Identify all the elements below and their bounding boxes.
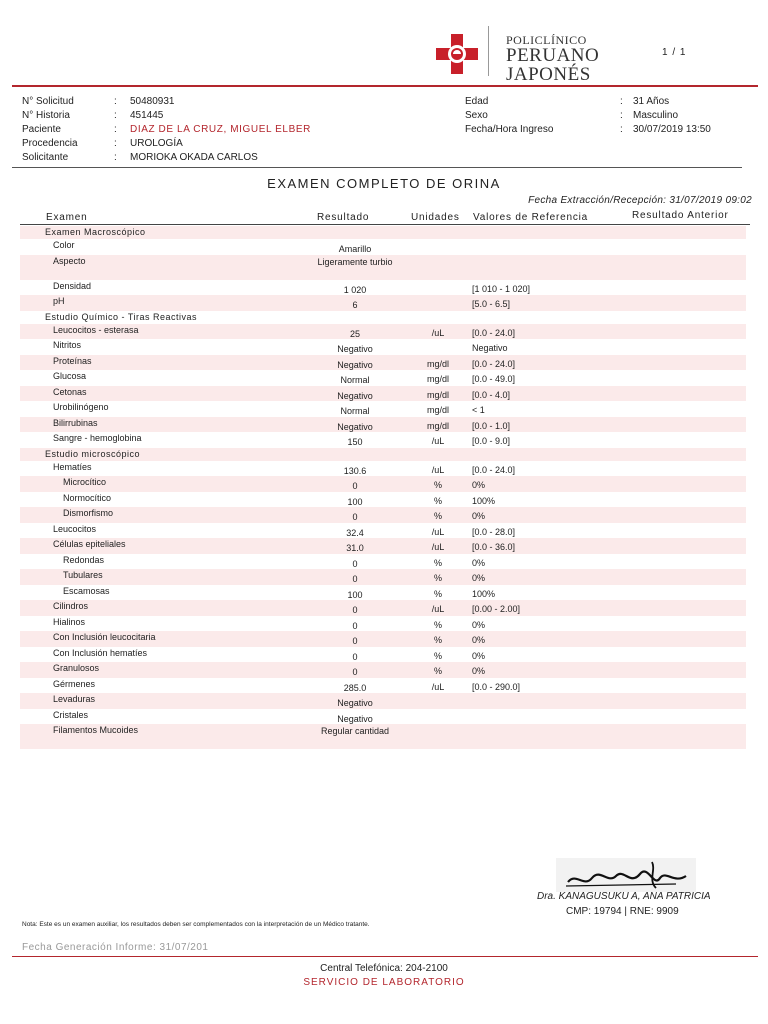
exam-name: Densidad bbox=[53, 280, 92, 291]
header-divider bbox=[12, 85, 758, 87]
exam-result: Negativo bbox=[337, 421, 373, 432]
exam-result: 100 bbox=[347, 589, 363, 600]
exam-name: Proteínas bbox=[53, 355, 92, 366]
exam-unit: mg/dl bbox=[426, 420, 449, 431]
section-row bbox=[20, 311, 746, 324]
exam-unit: /uL bbox=[431, 604, 445, 614]
table-row bbox=[20, 386, 746, 402]
table-row bbox=[20, 554, 746, 570]
exam-unit: % bbox=[433, 557, 442, 568]
exam-unit: mg/dl bbox=[426, 374, 449, 384]
exam-reference: 0% bbox=[472, 650, 486, 661]
exam-reference: [5.0 - 6.5] bbox=[472, 299, 511, 309]
exam-name: Color bbox=[53, 240, 75, 250]
exam-name: Redondas bbox=[63, 554, 105, 565]
exam-name: Leucocitos bbox=[53, 523, 97, 534]
historia-label: N° Historia bbox=[22, 110, 70, 121]
header-unidades: Unidades bbox=[411, 212, 460, 223]
table-row bbox=[20, 724, 746, 749]
edad-value: 31 Años bbox=[633, 96, 670, 107]
procedencia-value: UROLOGÍA bbox=[130, 138, 183, 149]
sexo-label: Sexo bbox=[465, 110, 488, 121]
exam-result: Ligeramente turbio bbox=[317, 256, 393, 267]
table-row bbox=[20, 339, 746, 355]
brand-line-2: PERUANO bbox=[506, 45, 600, 66]
colon: : bbox=[620, 110, 623, 121]
exam-name: pH bbox=[53, 296, 65, 306]
exam-reference: [0.0 - 290.0] bbox=[472, 681, 521, 692]
exam-unit: /uL bbox=[431, 681, 445, 692]
exam-name: Filamentos Mucoides bbox=[53, 725, 139, 735]
exam-result: 0 bbox=[352, 667, 358, 677]
exam-name: Bilirrubinas bbox=[53, 417, 98, 428]
colon: : bbox=[114, 96, 117, 107]
exam-unit: % bbox=[433, 635, 442, 645]
exam-result: 0 bbox=[352, 620, 358, 631]
exam-result: 0 bbox=[352, 574, 358, 584]
header-anterior: Resultado Anterior bbox=[632, 210, 729, 221]
exam-result: 0 bbox=[352, 558, 358, 569]
exam-name: Leucocitos - esterasa bbox=[53, 324, 139, 335]
table-row bbox=[20, 401, 746, 417]
exam-result: Negativo bbox=[337, 344, 373, 354]
solicitante-label: Solicitante bbox=[22, 152, 69, 163]
exam-result: 25 bbox=[349, 328, 360, 339]
table-row bbox=[20, 616, 746, 632]
header-valores: Valores de Referencia bbox=[473, 212, 589, 223]
info-divider bbox=[12, 167, 742, 168]
exam-unit: mg/dl bbox=[426, 389, 449, 400]
exam-name: Estudio Químico - Tiras Reactivas bbox=[45, 311, 198, 322]
table-row bbox=[20, 678, 746, 694]
clinic-logo-icon bbox=[436, 34, 478, 74]
exam-reference: 0% bbox=[472, 557, 486, 568]
exam-reference: [0.0 - 49.0] bbox=[472, 374, 516, 384]
exam-result: Negativo bbox=[337, 713, 373, 724]
exam-reference: [0.0 - 4.0] bbox=[472, 389, 511, 400]
sexo-value: Masculino bbox=[633, 110, 679, 121]
exam-name: Hematíes bbox=[53, 461, 92, 472]
exam-result: 1 020 bbox=[343, 284, 367, 295]
exam-result: Amarillo bbox=[338, 244, 372, 254]
exam-reference: < 1 bbox=[472, 405, 485, 415]
table-row bbox=[20, 507, 746, 523]
table-row bbox=[20, 355, 746, 371]
fecha-label: Fecha/Hora Ingreso bbox=[465, 124, 554, 135]
table-row bbox=[20, 239, 746, 255]
table-row bbox=[20, 255, 746, 280]
exam-result: 32.4 bbox=[346, 527, 364, 538]
table-row bbox=[20, 461, 746, 477]
exam-reference: [0.00 - 2.00] bbox=[472, 604, 521, 614]
exam-result: 0 bbox=[352, 512, 358, 522]
exam-result: 130.6 bbox=[343, 465, 367, 476]
exam-reference: 0% bbox=[472, 666, 486, 676]
report-title: EXAMEN COMPLETO DE ORINA bbox=[267, 176, 501, 191]
brand-name bbox=[506, 34, 599, 84]
doctor-name: Dra. KANAGUSUKU A, ANA PATRICIA bbox=[537, 891, 711, 902]
section-row bbox=[20, 448, 746, 461]
exam-unit: /uL bbox=[431, 464, 445, 475]
exam-reference: 100% bbox=[472, 588, 496, 599]
fecha-value: 30/07/2019 13:50 bbox=[633, 124, 711, 135]
table-row bbox=[20, 631, 746, 647]
exam-unit: % bbox=[433, 650, 442, 661]
table-row bbox=[20, 492, 746, 508]
table-row bbox=[20, 523, 746, 539]
exam-unit: % bbox=[433, 511, 442, 521]
exam-name: Cristales bbox=[53, 709, 89, 720]
exam-result: 0 bbox=[352, 651, 358, 662]
exam-reference: [0.0 - 28.0] bbox=[472, 526, 516, 537]
exam-reference: [0.0 - 24.0] bbox=[472, 327, 516, 338]
generation-date: Fecha Generación Informe: 31/07/201 bbox=[22, 942, 209, 953]
edad-label: Edad bbox=[465, 96, 489, 107]
exam-reference: 0% bbox=[472, 511, 486, 521]
exam-reference: [0.0 - 24.0] bbox=[472, 464, 516, 475]
exam-result: 285.0 bbox=[343, 682, 367, 693]
logo-divider bbox=[488, 26, 489, 76]
exam-unit: /uL bbox=[431, 327, 445, 338]
table-row bbox=[20, 585, 746, 601]
exam-unit: /uL bbox=[431, 436, 445, 446]
exam-result: Normal bbox=[340, 406, 370, 416]
header-resultado: Resultado bbox=[317, 212, 370, 223]
exam-unit: /uL bbox=[431, 542, 445, 552]
table-row bbox=[20, 709, 746, 725]
exam-unit: % bbox=[433, 619, 442, 630]
brand-line-1: POLICLÍNICO bbox=[506, 33, 587, 47]
exam-result: Negativo bbox=[337, 390, 373, 401]
header-examen: Examen bbox=[46, 212, 88, 223]
exam-name: Escamosas bbox=[63, 585, 110, 596]
solicitud-label: N° Solicitud bbox=[22, 96, 74, 107]
exam-reference: [0.0 - 24.0] bbox=[472, 358, 516, 369]
exam-reference: [0.0 - 9.0] bbox=[472, 436, 511, 446]
exam-name: Normocítico bbox=[63, 492, 112, 503]
signature bbox=[556, 858, 696, 892]
exam-unit: mg/dl bbox=[426, 405, 449, 415]
table-row bbox=[20, 324, 746, 340]
exam-result: Regular cantidad bbox=[320, 726, 390, 736]
brand-line-3: JAPONÉS bbox=[506, 64, 591, 85]
footer-divider bbox=[12, 956, 758, 957]
colon: : bbox=[114, 138, 117, 149]
exam-name: Aspecto bbox=[53, 255, 86, 266]
exam-unit: % bbox=[433, 573, 442, 583]
exam-reference: 0% bbox=[472, 619, 486, 630]
exam-reference: 0% bbox=[472, 573, 486, 583]
exam-result: 6 bbox=[352, 300, 358, 310]
extraction-date: Fecha Extracción/Recepción: 31/07/2019 09:02 bbox=[528, 195, 752, 206]
exam-name: Dismorfismo bbox=[63, 508, 114, 518]
table-row bbox=[20, 280, 746, 296]
table-row bbox=[20, 476, 746, 492]
table-row bbox=[20, 538, 746, 554]
exam-name: Con Inclusión leucocitaria bbox=[53, 632, 156, 642]
exam-result: Normal bbox=[340, 375, 370, 385]
page-number: 1 / 1 bbox=[662, 47, 687, 58]
exam-name: Microcítico bbox=[63, 477, 107, 487]
exam-unit: % bbox=[433, 588, 442, 599]
table-row bbox=[20, 417, 746, 433]
exam-name: Cilindros bbox=[53, 601, 89, 611]
exam-name: Glucosa bbox=[53, 371, 87, 381]
exam-name: Granulosos bbox=[53, 663, 100, 673]
exam-name: Hialinos bbox=[53, 616, 86, 627]
table-row bbox=[20, 295, 746, 311]
colon: : bbox=[114, 110, 117, 121]
section-row bbox=[20, 226, 746, 239]
historia-value: 451445 bbox=[130, 110, 164, 121]
central-phone: Central Telefónica: 204-2100 bbox=[320, 963, 448, 974]
exam-unit: % bbox=[433, 480, 442, 490]
exam-name: Gérmenes bbox=[53, 678, 96, 689]
table-row bbox=[20, 600, 746, 616]
exam-reference: [0.0 - 1.0] bbox=[472, 420, 511, 431]
solicitud-value: 50480931 bbox=[130, 96, 175, 107]
table-row bbox=[20, 693, 746, 709]
footer-note: Nota: Este es un examen auxiliar, los resultados deben ser complementados con la interpretación de un Médico tratante. bbox=[22, 921, 370, 928]
table-header-line bbox=[20, 224, 750, 225]
table-row bbox=[20, 432, 746, 448]
exam-result: Negativo bbox=[337, 698, 373, 708]
exam-result: 0 bbox=[352, 481, 358, 491]
exam-name: Con Inclusión hematíes bbox=[53, 647, 148, 658]
procedencia-label: Procedencia bbox=[22, 138, 78, 149]
exam-reference: 100% bbox=[472, 495, 496, 506]
exam-reference: Negativo bbox=[472, 343, 508, 353]
colon: : bbox=[114, 152, 117, 163]
colon: : bbox=[114, 124, 117, 135]
exam-result: 0 bbox=[352, 605, 358, 615]
exam-result: 100 bbox=[347, 496, 363, 507]
exam-unit: /uL bbox=[431, 526, 445, 537]
exam-name: Sangre - hemoglobina bbox=[53, 433, 142, 443]
exam-unit: % bbox=[433, 666, 442, 676]
exam-result: 31.0 bbox=[346, 543, 364, 553]
paciente-value: DIAZ DE LA CRUZ, MIGUEL ELBER bbox=[130, 124, 311, 135]
exam-name: Examen Macroscópico bbox=[45, 227, 146, 237]
exam-unit: % bbox=[433, 495, 442, 506]
table-row bbox=[20, 647, 746, 663]
exam-reference: [1 010 - 1 020] bbox=[472, 283, 531, 294]
exam-name: Levaduras bbox=[53, 694, 96, 704]
exam-name: Tubulares bbox=[63, 570, 103, 580]
exam-reference: 0% bbox=[472, 480, 486, 490]
table-row bbox=[20, 370, 746, 386]
exam-name: Urobilinógeno bbox=[53, 402, 109, 412]
table-row bbox=[20, 569, 746, 585]
table-row bbox=[20, 662, 746, 678]
exam-reference: [0.0 - 36.0] bbox=[472, 542, 516, 552]
exam-result: Negativo bbox=[337, 359, 373, 370]
exam-name: Cetonas bbox=[53, 386, 87, 397]
exam-name: Nitritos bbox=[53, 340, 82, 350]
colon: : bbox=[620, 96, 623, 107]
doctor-cmp: CMP: 19794 | RNE: 9909 bbox=[566, 906, 679, 917]
exam-reference: 0% bbox=[472, 635, 486, 645]
colon: : bbox=[620, 124, 623, 135]
exam-name: Estudio microscópico bbox=[45, 448, 141, 459]
exam-name: Células epiteliales bbox=[53, 539, 126, 549]
exam-unit: mg/dl bbox=[426, 358, 449, 369]
exam-result: 150 bbox=[347, 437, 363, 447]
paciente-label: Paciente bbox=[22, 124, 61, 135]
lab-service: SERVICIO DE LABORATORIO bbox=[303, 977, 465, 988]
exam-result: 0 bbox=[352, 636, 358, 646]
solicitante-value: MORIOKA OKADA CARLOS bbox=[130, 152, 258, 163]
patient-info bbox=[0, 95, 768, 167]
